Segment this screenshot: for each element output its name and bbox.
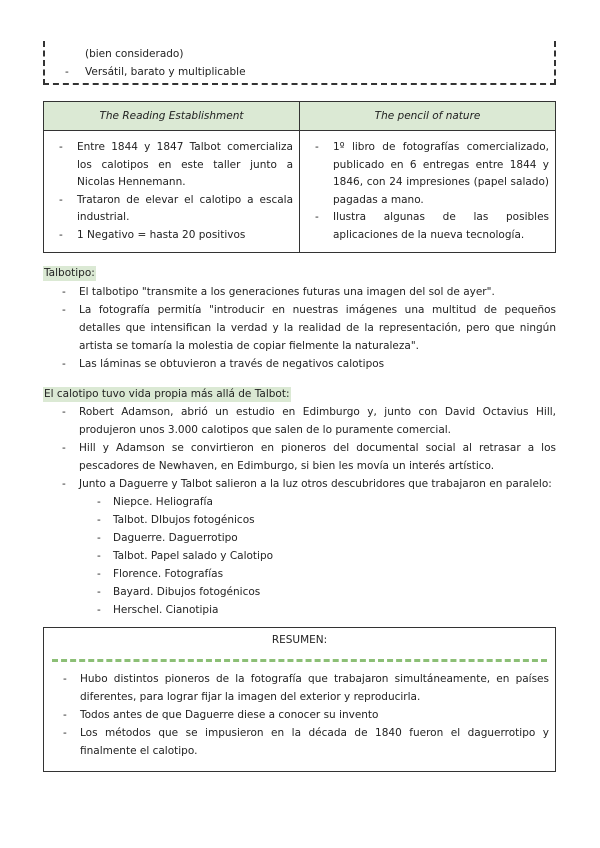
sublist-container: [43, 493, 556, 619]
list-item: - Todos antes de que Daguerre diese a conocer su invento: [44, 706, 549, 724]
list-item: - Las láminas se obtuvieron a través de negativos calotipos: [43, 355, 556, 373]
list-item: - Bayard. Dibujos fotogénicos: [43, 583, 556, 601]
bullet-dash: -: [65, 66, 69, 78]
top-note-box: [43, 41, 556, 85]
list-item: - Herschel. Cianotipia: [43, 601, 556, 619]
list-item: - Junto a Daguerre y Talbot salieron a la luz otros descubridores que trabajaron en paralelo:: [43, 475, 556, 493]
table-header: The pencil of nature: [300, 102, 556, 131]
note-line: (bien considerado): [85, 48, 184, 60]
table-row: [44, 131, 556, 253]
summary-box: [43, 627, 556, 772]
pioneers-sublist: [43, 493, 556, 619]
list-item: - 1 Negativo = hasta 20 positivos: [52, 227, 293, 245]
list-item: - Entre 1844 y 1847 Talbot comercializa los calotipos en este taller junto a Nicolas Hennemann.: [52, 139, 293, 192]
list-item: - Florence. Fotografías: [43, 565, 556, 583]
list-item: - Los métodos que se impusieron en la década de 1840 fueron el daguerrotipo y finalmente el calotipo.: [44, 724, 549, 760]
list-item: - Niepce. Heliografía: [43, 493, 556, 511]
summary-list: [44, 670, 549, 760]
list-item: - 1º libro de fotografías comercializado, publicado en 6 entregas entre 1844 y 1846, con 24 impresiones (papel salado) pagadas a mano.: [308, 139, 549, 209]
list-item: - Daguerre. Daguerrotipo: [43, 529, 556, 547]
calotipo-list: [43, 403, 556, 619]
list-item: - El talbotipo "transmite a los generaciones futuras una imagen del sol de ayer".: [43, 283, 556, 301]
table-cell-right: [300, 131, 556, 253]
dashed-divider: [52, 659, 547, 662]
list-item: - Talbot. DIbujos fotogénicos: [43, 511, 556, 529]
list-item: - Hubo distintos pioneros de la fotografía que trabajaron simultáneamente, en países diferentes, para lograr fijar la imagen del exterior y reproducirla.: [44, 670, 549, 706]
comparison-table: [43, 101, 556, 253]
list-item: - Robert Adamson, abrió un estudio en Edimburgo y, junto con David Octavius Hill, produjeron unos 3.000 calotipos que salen de lo puramente comercial.: [43, 403, 556, 439]
list-item: - Ilustra algunas de las posibles aplicaciones de la nueva tecnología.: [308, 209, 549, 244]
list-item: - Talbot. Papel salado y Calotipo: [43, 547, 556, 565]
table-header: The Reading Establishment: [44, 102, 300, 131]
summary-title: RESUMEN:: [271, 634, 328, 646]
list-item: - Hill y Adamson se convirtieron en pioneros del documental social al retrasar a los pescadores de Newhaven, en Edimburgo, si bien les movía un interés artístico.: [43, 439, 556, 475]
list-item: - La fotografía permitía "introducir en nuestras imágenes una multitud de pequeños detalles que intensifican la verdad y la realidad de la representación, pero que ningún artista se tomaría la molestia de copiar fielmente la naturaleza".: [43, 301, 556, 355]
talbotipo-list: [43, 283, 556, 373]
note-line: Versátil, barato y multiplicable: [85, 66, 246, 78]
table-cell-left: [44, 131, 300, 253]
list-item: - Trataron de elevar el calotipo a escala industrial.: [52, 192, 293, 227]
section-heading-talbotipo: Talbotipo:: [44, 267, 95, 279]
section-heading-calotipo: El calotipo tuvo vida propia más allá de Talbot:: [44, 388, 290, 400]
table-header-row: [44, 102, 556, 131]
